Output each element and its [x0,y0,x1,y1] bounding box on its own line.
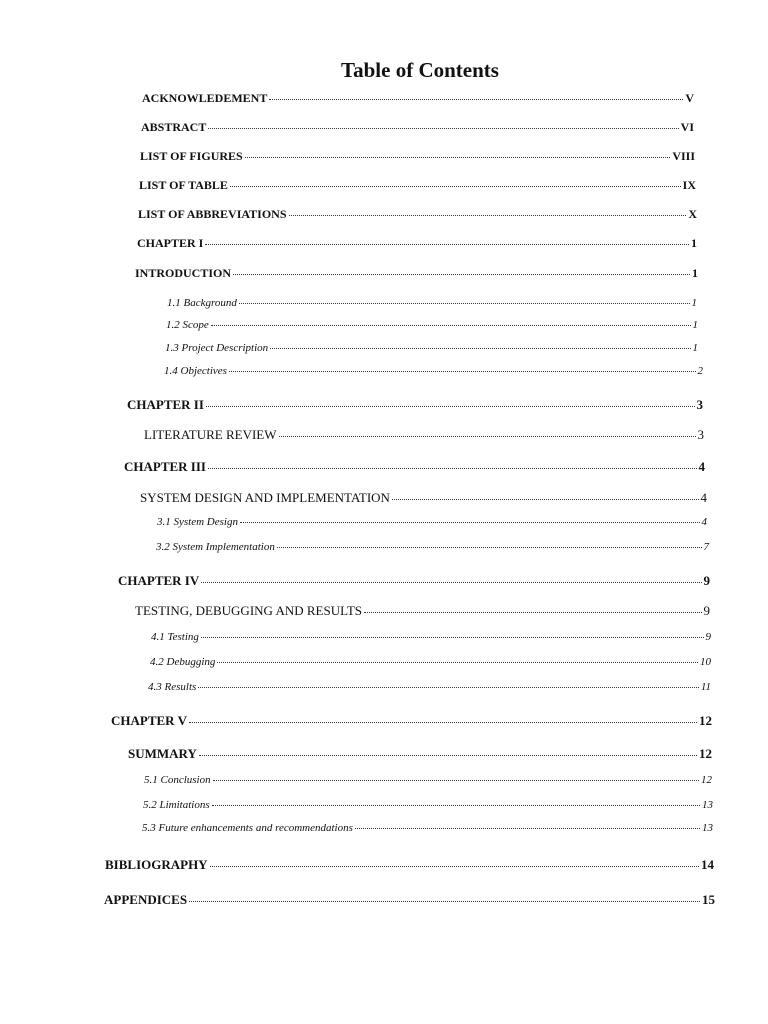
toc-entry-5-3 [142,823,713,834]
toc-entry-list-of-figures [140,150,695,162]
toc-entry-chapter-3 [124,460,705,473]
toc-entry-label: 1.4 Objectives [164,365,227,377]
toc-leader-dots [206,406,695,407]
toc-entry-label: CHAPTER I [137,236,204,250]
toc-entry-label: 4.2 Debugging [150,656,216,668]
toc-entry-5-1 [144,775,712,786]
toc-entry-label: LIST OF TABLE [139,178,228,192]
toc-entry-4-1 [151,632,711,643]
toc-entry-label: 4.3 Results [148,681,197,693]
toc-leader-dots [189,722,697,723]
toc-leader-dots [208,468,697,469]
toc-entry-label: 1.3 Project Description [165,342,269,354]
toc-entry-appendices [104,893,715,906]
toc-entry-label: 1.1 Background [167,297,237,309]
toc-entry-label: INTRODUCTION [135,266,232,280]
toc-entry-chapter-5 [111,714,712,727]
toc-leader-dots [230,186,681,187]
toc-entry-page: 2 [697,365,703,377]
toc-entry-3-2 [156,542,709,553]
toc-entry-label: LITERATURE REVIEW [144,427,277,442]
toc-leader-dots [392,499,699,500]
toc-leader-dots [270,348,690,349]
toc-entry-1-3 [165,343,698,354]
toc-entry-4-2 [150,657,711,668]
toc-entry-testing-debugging-and-results [135,604,710,617]
toc-entry-label: CHAPTER II [127,397,204,412]
toc-entry-page: 11 [700,681,711,693]
toc-entry-acknowledgement [142,92,694,104]
toc-entry-page: V [685,91,694,105]
toc-entry-page: 1 [692,266,698,280]
toc-entry-page: 12 [699,713,712,728]
toc-entry-system-design-and-implementation [140,491,707,504]
toc-entry-chapter-4 [118,574,710,587]
toc-entry-label: ACKNOWLEDEMENT [142,91,268,105]
toc-entry-label: 4.1 Testing [151,631,199,643]
toc-entry-label: BIBLIOGRAPHY [105,857,208,872]
toc-leader-dots [201,582,701,583]
toc-leader-dots [189,901,700,902]
toc-leader-dots [201,637,704,638]
toc-entry-3-1 [157,517,707,528]
toc-entry-label: 3.1 System Design [157,516,238,528]
toc-entry-page: 3 [697,427,704,442]
toc-entry-page: 13 [702,822,713,834]
toc-entry-label: LIST OF ABBREVIATIONS [138,207,287,221]
toc-entry-page: 14 [701,857,714,872]
toc-entry-chapter-1 [137,237,697,249]
toc-entry-bibliography [105,858,714,871]
toc-entry-page: 10 [700,656,711,668]
toc-entry-page: 15 [702,892,715,907]
toc-entry-page: 9 [705,631,711,643]
toc-entry-label: CHAPTER V [111,713,187,728]
toc-entry-label: CHAPTER III [124,459,206,474]
toc-leader-dots [239,303,690,304]
toc-leader-dots [205,244,689,245]
toc-entry-page: 1 [692,319,698,331]
toc-entry-1-1 [167,298,697,309]
toc-entry-page: 4 [701,516,707,528]
toc-entry-page: 12 [701,774,712,786]
toc-leader-dots [198,687,699,688]
toc-entry-page: 3 [696,397,703,412]
toc-entry-abstract [141,121,694,133]
toc-entry-page: 13 [702,799,713,811]
toc-leader-dots [277,547,702,548]
toc-entry-label: 1.2 Scope [166,319,209,331]
toc-entry-page: 9 [703,603,710,618]
toc-leader-dots [279,436,696,437]
toc-entry-label: 5.3 Future enhancements and recommendations [142,822,353,834]
toc-leader-dots [240,522,700,523]
toc-entry-page: VI [680,120,694,134]
toc-entry-label: APPENDICES [104,892,188,907]
page-title: Table of Contents [341,58,499,82]
toc-leader-dots [217,662,698,663]
toc-entry-page: 9 [703,573,710,588]
toc-entry-page: X [688,207,697,221]
toc-leader-dots [245,157,671,158]
toc-entry-page: IX [682,178,696,192]
toc-entry-page: VIII [672,149,695,163]
toc-leader-dots [229,371,696,372]
toc-entry-1-2 [166,320,698,331]
toc-entry-label: 3.2 System Implementation [156,541,275,553]
toc-leader-dots [269,99,683,100]
toc-entry-page: 1 [691,297,697,309]
toc-entry-label: SUMMARY [128,746,197,761]
toc-entry-list-of-table [139,179,696,191]
toc-entry-page: 1 [692,342,698,354]
toc-entry-summary [128,747,712,760]
toc-entry-page: 4 [700,490,707,505]
toc-leader-dots [199,755,697,756]
toc-leader-dots [213,780,699,781]
toc-entry-label: 5.2 Limitations [143,799,210,811]
toc-entry-page: 7 [703,541,709,553]
toc-entry-label: SYSTEM DESIGN AND IMPLEMENTATION [140,490,390,505]
toc-entry-literature-review [144,428,704,441]
toc-entry-label: LIST OF FIGURES [140,149,243,163]
toc-entry-label: 5.1 Conclusion [144,774,211,786]
toc-entry-list-of-abbreviations [138,208,697,220]
toc-leader-dots [210,866,699,867]
toc-leader-dots [208,128,678,129]
toc-entry-chapter-2 [127,398,703,411]
toc-leader-dots [289,215,687,216]
toc-entry-page: 1 [691,236,697,250]
toc-leader-dots [211,325,691,326]
toc-entry-1-4 [164,366,703,377]
toc-entry-4-3 [148,682,711,693]
toc-entry-label: CHAPTER IV [118,573,200,588]
toc-entry-5-2 [143,800,713,811]
toc-entry-label: TESTING, DEBUGGING AND RESULTS [135,603,363,618]
toc-leader-dots [233,274,690,275]
toc-leader-dots [364,612,701,613]
toc-entry-introduction [135,267,698,279]
toc-leader-dots [212,805,700,806]
toc-leader-dots [355,828,700,829]
toc-entry-label: ABSTRACT [141,120,207,134]
toc-entry-page: 4 [698,459,705,474]
toc-entry-page: 12 [699,746,712,761]
